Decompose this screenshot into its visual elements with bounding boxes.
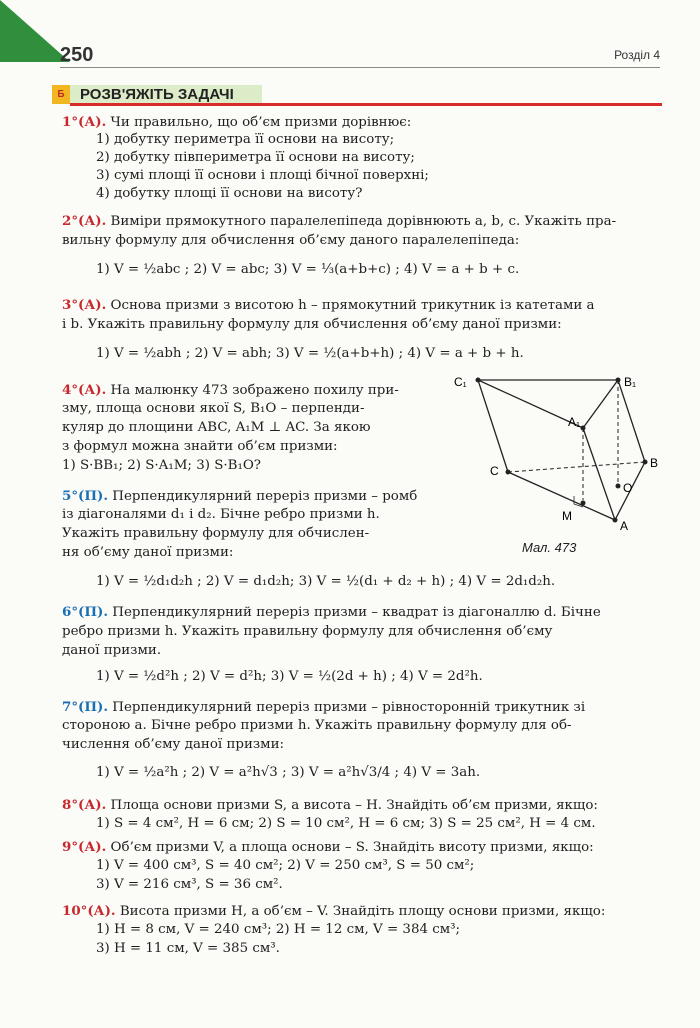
point-b — [643, 460, 648, 465]
edge-c-b-hidden — [508, 462, 645, 472]
label-m: M — [562, 509, 572, 523]
problem-5-line-2: із діагоналями d₁ і d₂. Бічне ребро призми h. — [62, 507, 380, 522]
header-rule — [60, 67, 660, 68]
figure-caption: Мал. 473 — [522, 540, 577, 555]
problem-7-options: 1) V = ½a²h ; 2) V = a²h√3 ; 3) V = a²h√3/4 ; 4) V = 3ah. — [96, 765, 481, 780]
problem-8-options: 1) S = 4 см², H = 6 см; 2) S = 10 см², H = 6 см; 3) S = 25 см², H = 4 см. — [96, 816, 596, 831]
problem-2-line-2: вильну формулу для обчислення об’єму даного паралелепіпеда: — [62, 233, 520, 248]
problem-4-options: 1) S·BB₁; 2) S·A₁M; 3) S·B₁O? — [62, 458, 261, 473]
problem-10-options-2: 3) H = 11 см, V = 385 см³. — [96, 941, 280, 956]
section-heading: РОЗВ'ЯЖІТЬ ЗАДАЧІ — [80, 86, 234, 103]
label-b1: B₁ — [624, 375, 637, 389]
problem-1-line-1: 1°(А). Чи правильно, що об’єм призми дорівнює: — [62, 114, 412, 130]
problem-7-line-3: числення об’єму даної призми: — [62, 737, 285, 752]
problem-10-line-1: 10°(А). Висота призми H, а об’єм – V. Знайдіть площу основи призми, якщо: — [62, 903, 606, 919]
point-a1 — [581, 426, 586, 431]
label-a: A — [620, 519, 629, 533]
point-o — [616, 484, 621, 489]
problem-4-line-1: 4°(А). На малюнку 473 зображено похилу при- — [62, 382, 399, 398]
problem-1-line-2: 1) добутку периметра її основи на висоту; — [96, 132, 395, 147]
label-c: C — [490, 464, 499, 478]
banner-underline — [70, 103, 662, 106]
problem-6-line-1: 6°(П). Перпендикулярний переріз призми – квадрат із діагоналлю d. Бічне — [62, 604, 601, 620]
point-m — [581, 501, 586, 506]
label-a1: A₁ — [568, 415, 581, 429]
problem-5-line-1: 5°(П). Перпендикулярний переріз призми – ромб — [62, 488, 418, 504]
problem-4-line-3: куляр до площини ABC, A₁M ⊥ AC. За якою — [62, 420, 371, 435]
problem-3-line-2: і b. Укажіть правильну формулу для обчислення об’єму даної призми: — [62, 317, 562, 332]
problem-5-line-4: ня об’єму даної призми: — [62, 545, 234, 560]
prism-figure — [450, 370, 670, 540]
problem-5-line-3: Укажіть правильну формулу для обчислен- — [62, 526, 370, 541]
edge-b1-b — [618, 380, 645, 462]
problem-9-line-1: 9°(А). Об’єм призми V, а площа основи – S. Знайдіть висоту призми, якщо: — [62, 839, 594, 855]
problem-6-line-3: даної призми. — [62, 643, 162, 658]
section-title: Розділ 4 — [614, 48, 660, 62]
problem-2-options: 1) V = ½abc ; 2) V = abc; 3) V = ⅓(a+b+c) ; 4) V = a + b + c. — [96, 262, 520, 277]
edge-c1-c — [478, 380, 508, 472]
point-c — [506, 470, 511, 475]
tasks-icon: Б — [52, 85, 70, 104]
edge-a1-a — [583, 428, 615, 520]
point-c1 — [476, 378, 481, 383]
edge-a1-b1 — [583, 380, 618, 428]
problem-3-options: 1) V = ½abh ; 2) V = abh; 3) V = ½(a+b+h) ; 4) V = a + b + h. — [96, 346, 524, 361]
point-b1 — [616, 378, 621, 383]
problem-4-line-2: зму, площа основи якої S, B₁O – перпенди- — [62, 401, 365, 416]
problem-8-line-1: 8°(А). Площа основи призми S, а висота – H. Знайдіть об’єм призми, якщо: — [62, 797, 598, 813]
problem-1-line-4: 3) сумі площі її основи і площі бічної поверхні; — [96, 168, 429, 183]
label-o: O — [623, 481, 633, 495]
problem-4-line-4: з формул можна знайти об’єм призми: — [62, 439, 338, 454]
problem-7-line-1: 7°(П). Перпендикулярний переріз призми – рівносторонній трикутник зі — [62, 699, 586, 715]
problem-10-options-1: 1) H = 8 см, V = 240 см³; 2) H = 12 см, V = 384 см³; — [96, 922, 461, 937]
label-c1: C₁ — [454, 375, 467, 389]
problem-5-options: 1) V = ½d₁d₂h ; 2) V = d₁d₂h; 3) V = ½(d₁ + d₂ + h) ; 4) V = 2d₁d₂h. — [96, 574, 556, 589]
problem-9-options-2: 3) V = 216 см³, S = 36 см². — [96, 877, 283, 892]
problem-1-line-5: 4) добутку площі її основи на висоту? — [96, 186, 363, 201]
problem-6-options: 1) V = ½d²h ; 2) V = d²h; 3) V = ½(2d + h) ; 4) V = 2d²h. — [96, 669, 483, 684]
problem-1-line-3: 2) добутку півпериметра її основи на висоту; — [96, 150, 415, 165]
page-number: 250 — [60, 44, 94, 66]
point-a — [613, 518, 618, 523]
problem-2-line-1: 2°(А). Виміри прямокутного паралелепіпеда дорівнюють a, b, c. Укажіть пра- — [62, 213, 617, 229]
label-b: B — [650, 456, 659, 470]
problem-7-line-2: стороною a. Бічне ребро призми h. Укажіть правильну формулу для об- — [62, 718, 572, 733]
problem-9-options-1: 1) V = 400 см³, S = 40 см²; 2) V = 250 см³, S = 50 см²; — [96, 858, 475, 873]
problem-3-line-1: 3°(А). Основа призми з висотою h – прямокутний трикутник із катетами a — [62, 297, 595, 313]
problem-6-line-2: ребро призми h. Укажіть правильну формулу для обчислення об’єму — [62, 624, 553, 639]
